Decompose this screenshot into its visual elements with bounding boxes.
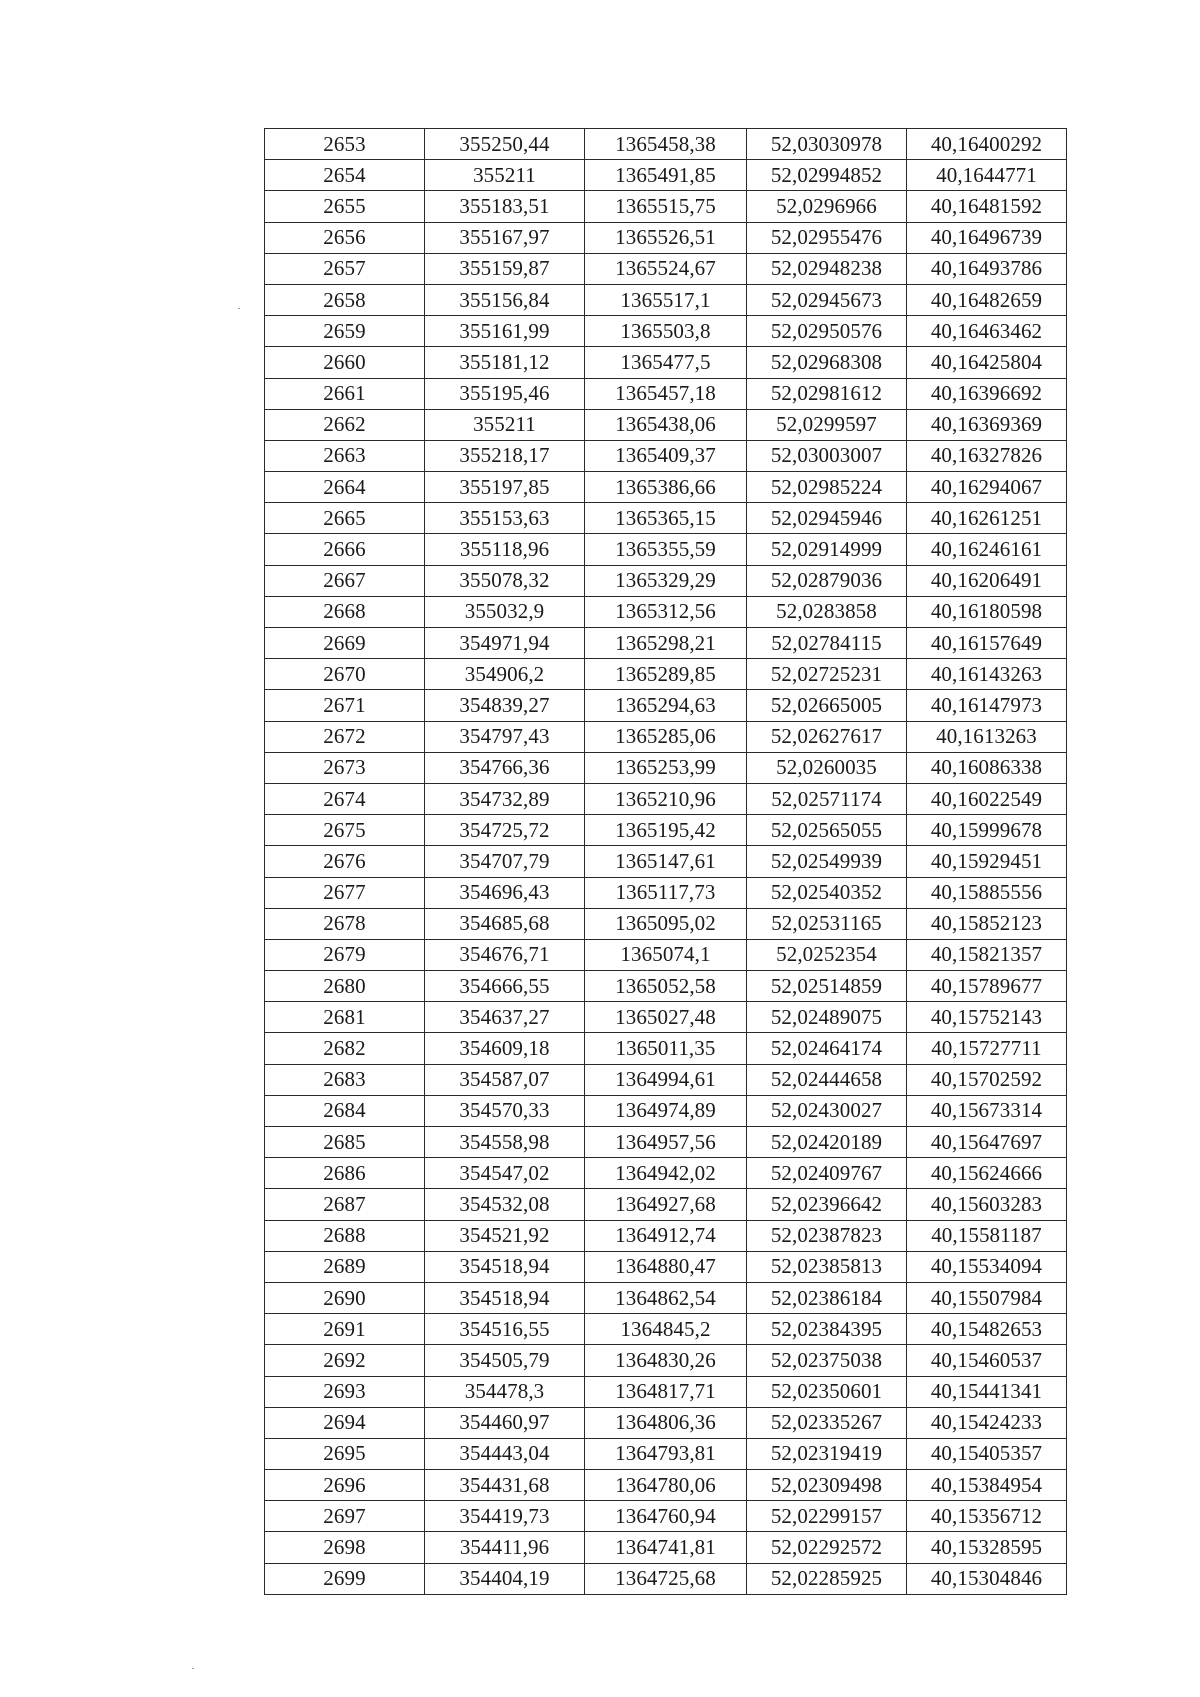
x-coordinate-cell: 354570,33 — [425, 1095, 585, 1126]
scan-speck — [192, 1668, 194, 1669]
longitude-cell: 40,15507984 — [907, 1282, 1067, 1313]
latitude-cell: 52,02444658 — [747, 1064, 907, 1095]
y-coordinate-cell: 1364942,02 — [585, 1158, 747, 1189]
latitude-cell: 52,0252354 — [747, 939, 907, 970]
longitude-cell: 40,15603283 — [907, 1189, 1067, 1220]
x-coordinate-cell: 354532,08 — [425, 1189, 585, 1220]
x-coordinate-cell: 354797,43 — [425, 721, 585, 752]
x-coordinate-cell: 354478,3 — [425, 1376, 585, 1407]
longitude-cell: 40,16143263 — [907, 659, 1067, 690]
point-number-cell: 2690 — [265, 1282, 425, 1313]
table-row — [265, 347, 1067, 378]
latitude-cell: 52,0296966 — [747, 191, 907, 222]
point-number-cell: 2684 — [265, 1095, 425, 1126]
longitude-cell: 40,16180598 — [907, 596, 1067, 627]
x-coordinate-cell: 355167,97 — [425, 222, 585, 253]
point-number-cell: 2677 — [265, 877, 425, 908]
x-coordinate-cell: 354404,19 — [425, 1563, 585, 1594]
point-number-cell: 2671 — [265, 690, 425, 721]
longitude-cell: 40,16157649 — [907, 628, 1067, 659]
point-number-cell: 2654 — [265, 160, 425, 191]
latitude-cell: 52,02350601 — [747, 1376, 907, 1407]
longitude-cell: 40,15424233 — [907, 1407, 1067, 1438]
table-row — [265, 222, 1067, 253]
longitude-cell: 40,16425804 — [907, 347, 1067, 378]
x-coordinate-cell: 354637,27 — [425, 1002, 585, 1033]
y-coordinate-cell: 1364725,68 — [585, 1563, 747, 1594]
y-coordinate-cell: 1365027,48 — [585, 1002, 747, 1033]
table-row — [265, 752, 1067, 783]
x-coordinate-cell: 354587,07 — [425, 1064, 585, 1095]
point-number-cell: 2691 — [265, 1314, 425, 1345]
point-number-cell: 2687 — [265, 1189, 425, 1220]
x-coordinate-cell: 354518,94 — [425, 1282, 585, 1313]
y-coordinate-cell: 1365515,75 — [585, 191, 747, 222]
table-row — [265, 1314, 1067, 1345]
longitude-cell: 40,16246161 — [907, 534, 1067, 565]
point-number-cell: 2661 — [265, 378, 425, 409]
longitude-cell: 40,15821357 — [907, 939, 1067, 970]
y-coordinate-cell: 1364880,47 — [585, 1251, 747, 1282]
y-coordinate-cell: 1364994,61 — [585, 1064, 747, 1095]
longitude-cell: 40,15441341 — [907, 1376, 1067, 1407]
y-coordinate-cell: 1364845,2 — [585, 1314, 747, 1345]
x-coordinate-cell: 354766,36 — [425, 752, 585, 783]
y-coordinate-cell: 1365210,96 — [585, 783, 747, 814]
y-coordinate-cell: 1365195,42 — [585, 815, 747, 846]
y-coordinate-cell: 1365355,59 — [585, 534, 747, 565]
x-coordinate-cell: 354609,18 — [425, 1033, 585, 1064]
point-number-cell: 2694 — [265, 1407, 425, 1438]
latitude-cell: 52,0299597 — [747, 409, 907, 440]
y-coordinate-cell: 1364741,81 — [585, 1532, 747, 1563]
point-number-cell: 2689 — [265, 1251, 425, 1282]
table-row — [265, 815, 1067, 846]
longitude-cell: 40,16369369 — [907, 409, 1067, 440]
y-coordinate-cell: 1364830,26 — [585, 1345, 747, 1376]
point-number-cell: 2698 — [265, 1532, 425, 1563]
table-row — [265, 1064, 1067, 1095]
x-coordinate-cell: 354696,43 — [425, 877, 585, 908]
table-row — [265, 783, 1067, 814]
latitude-cell: 52,02985224 — [747, 472, 907, 503]
table-row — [265, 1282, 1067, 1313]
x-coordinate-cell: 355183,51 — [425, 191, 585, 222]
longitude-cell: 40,16261251 — [907, 503, 1067, 534]
latitude-cell: 52,03003007 — [747, 440, 907, 471]
y-coordinate-cell: 1365312,56 — [585, 596, 747, 627]
point-number-cell: 2668 — [265, 596, 425, 627]
y-coordinate-cell: 1365526,51 — [585, 222, 747, 253]
longitude-cell: 40,15356712 — [907, 1501, 1067, 1532]
longitude-cell: 40,1644771 — [907, 160, 1067, 191]
y-coordinate-cell: 1365524,67 — [585, 253, 747, 284]
latitude-cell: 52,0260035 — [747, 752, 907, 783]
longitude-cell: 40,16400292 — [907, 129, 1067, 160]
x-coordinate-cell: 355078,32 — [425, 565, 585, 596]
x-coordinate-cell: 354558,98 — [425, 1127, 585, 1158]
point-number-cell: 2653 — [265, 129, 425, 160]
longitude-cell: 40,15789677 — [907, 971, 1067, 1002]
table-row — [265, 1127, 1067, 1158]
latitude-cell: 52,02335267 — [747, 1407, 907, 1438]
point-number-cell: 2673 — [265, 752, 425, 783]
latitude-cell: 52,02948238 — [747, 253, 907, 284]
x-coordinate-cell: 354725,72 — [425, 815, 585, 846]
point-number-cell: 2666 — [265, 534, 425, 565]
longitude-cell: 40,15405357 — [907, 1438, 1067, 1469]
latitude-cell: 52,02489075 — [747, 1002, 907, 1033]
table-row — [265, 721, 1067, 752]
table-row — [265, 1220, 1067, 1251]
y-coordinate-cell: 1365438,06 — [585, 409, 747, 440]
latitude-cell: 52,02665005 — [747, 690, 907, 721]
point-number-cell: 2682 — [265, 1033, 425, 1064]
point-number-cell: 2669 — [265, 628, 425, 659]
longitude-cell: 40,15647697 — [907, 1127, 1067, 1158]
table-row — [265, 409, 1067, 440]
x-coordinate-cell: 354516,55 — [425, 1314, 585, 1345]
table-row — [265, 1470, 1067, 1501]
point-number-cell: 2681 — [265, 1002, 425, 1033]
latitude-cell: 52,02385813 — [747, 1251, 907, 1282]
y-coordinate-cell: 1365503,8 — [585, 316, 747, 347]
point-number-cell: 2680 — [265, 971, 425, 1002]
table-row — [265, 846, 1067, 877]
y-coordinate-cell: 1365457,18 — [585, 378, 747, 409]
table-row — [265, 659, 1067, 690]
table-row — [265, 1532, 1067, 1563]
table-row — [265, 1033, 1067, 1064]
table-row — [265, 191, 1067, 222]
point-number-cell: 2679 — [265, 939, 425, 970]
point-number-cell: 2662 — [265, 409, 425, 440]
x-coordinate-cell: 354521,92 — [425, 1220, 585, 1251]
latitude-cell: 52,02879036 — [747, 565, 907, 596]
longitude-cell: 40,15999678 — [907, 815, 1067, 846]
y-coordinate-cell: 1365458,38 — [585, 129, 747, 160]
x-coordinate-cell: 354547,02 — [425, 1158, 585, 1189]
latitude-cell: 52,02319419 — [747, 1438, 907, 1469]
y-coordinate-cell: 1365011,35 — [585, 1033, 747, 1064]
coordinates-table-body — [265, 129, 1067, 1595]
x-coordinate-cell: 355159,87 — [425, 253, 585, 284]
point-number-cell: 2670 — [265, 659, 425, 690]
point-number-cell: 2686 — [265, 1158, 425, 1189]
table-row — [265, 1189, 1067, 1220]
longitude-cell: 40,15482653 — [907, 1314, 1067, 1345]
point-number-cell: 2693 — [265, 1376, 425, 1407]
latitude-cell: 52,02285925 — [747, 1563, 907, 1594]
point-number-cell: 2676 — [265, 846, 425, 877]
longitude-cell: 40,16294067 — [907, 472, 1067, 503]
y-coordinate-cell: 1364957,56 — [585, 1127, 747, 1158]
y-coordinate-cell: 1364817,71 — [585, 1376, 747, 1407]
y-coordinate-cell: 1364927,68 — [585, 1189, 747, 1220]
scan-speck — [238, 308, 240, 309]
y-coordinate-cell: 1365517,1 — [585, 284, 747, 315]
latitude-cell: 52,02531165 — [747, 908, 907, 939]
longitude-cell: 40,16482659 — [907, 284, 1067, 315]
y-coordinate-cell: 1364806,36 — [585, 1407, 747, 1438]
longitude-cell: 40,15885556 — [907, 877, 1067, 908]
longitude-cell: 40,16493786 — [907, 253, 1067, 284]
latitude-cell: 52,02396642 — [747, 1189, 907, 1220]
table-row — [265, 316, 1067, 347]
x-coordinate-cell: 355032,9 — [425, 596, 585, 627]
table-row — [265, 472, 1067, 503]
longitude-cell: 40,15929451 — [907, 846, 1067, 877]
latitude-cell: 52,02430027 — [747, 1095, 907, 1126]
y-coordinate-cell: 1365491,85 — [585, 160, 747, 191]
longitude-cell: 40,15673314 — [907, 1095, 1067, 1126]
latitude-cell: 52,02309498 — [747, 1470, 907, 1501]
x-coordinate-cell: 354732,89 — [425, 783, 585, 814]
point-number-cell: 2663 — [265, 440, 425, 471]
table-row — [265, 565, 1067, 596]
y-coordinate-cell: 1365289,85 — [585, 659, 747, 690]
y-coordinate-cell: 1365117,73 — [585, 877, 747, 908]
table-row — [265, 628, 1067, 659]
table-row — [265, 160, 1067, 191]
latitude-cell: 52,02299157 — [747, 1501, 907, 1532]
y-coordinate-cell: 1365253,99 — [585, 752, 747, 783]
table-row — [265, 253, 1067, 284]
latitude-cell: 52,02565055 — [747, 815, 907, 846]
y-coordinate-cell: 1365294,63 — [585, 690, 747, 721]
latitude-cell: 52,02945946 — [747, 503, 907, 534]
latitude-cell: 52,02386184 — [747, 1282, 907, 1313]
longitude-cell: 40,15384954 — [907, 1470, 1067, 1501]
x-coordinate-cell: 355218,17 — [425, 440, 585, 471]
longitude-cell: 40,16327826 — [907, 440, 1067, 471]
longitude-cell: 40,16396692 — [907, 378, 1067, 409]
y-coordinate-cell: 1364793,81 — [585, 1438, 747, 1469]
longitude-cell: 40,16022549 — [907, 783, 1067, 814]
table-row — [265, 690, 1067, 721]
x-coordinate-cell: 354676,71 — [425, 939, 585, 970]
latitude-cell: 52,02994852 — [747, 160, 907, 191]
latitude-cell: 52,02549939 — [747, 846, 907, 877]
x-coordinate-cell: 355197,85 — [425, 472, 585, 503]
longitude-cell: 40,1613263 — [907, 721, 1067, 752]
y-coordinate-cell: 1365409,37 — [585, 440, 747, 471]
table-row — [265, 1501, 1067, 1532]
latitude-cell: 52,02627617 — [747, 721, 907, 752]
table-row — [265, 534, 1067, 565]
x-coordinate-cell: 355161,99 — [425, 316, 585, 347]
latitude-cell: 52,02968308 — [747, 347, 907, 378]
point-number-cell: 2672 — [265, 721, 425, 752]
latitude-cell: 52,02420189 — [747, 1127, 907, 1158]
point-number-cell: 2667 — [265, 565, 425, 596]
x-coordinate-cell: 354906,2 — [425, 659, 585, 690]
table-row — [265, 596, 1067, 627]
y-coordinate-cell: 1365052,58 — [585, 971, 747, 1002]
point-number-cell: 2675 — [265, 815, 425, 846]
x-coordinate-cell: 355156,84 — [425, 284, 585, 315]
latitude-cell: 52,02387823 — [747, 1220, 907, 1251]
table-row — [265, 503, 1067, 534]
x-coordinate-cell: 354460,97 — [425, 1407, 585, 1438]
latitude-cell: 52,02571174 — [747, 783, 907, 814]
latitude-cell: 52,02784115 — [747, 628, 907, 659]
table-row — [265, 1095, 1067, 1126]
latitude-cell: 52,02409767 — [747, 1158, 907, 1189]
x-coordinate-cell: 354971,94 — [425, 628, 585, 659]
longitude-cell: 40,16147973 — [907, 690, 1067, 721]
y-coordinate-cell: 1365365,15 — [585, 503, 747, 534]
longitude-cell: 40,15534094 — [907, 1251, 1067, 1282]
table-row — [265, 1376, 1067, 1407]
point-number-cell: 2657 — [265, 253, 425, 284]
latitude-cell: 52,02540352 — [747, 877, 907, 908]
longitude-cell: 40,15752143 — [907, 1002, 1067, 1033]
latitude-cell: 52,02725231 — [747, 659, 907, 690]
x-coordinate-cell: 355211 — [425, 409, 585, 440]
table-row — [265, 1345, 1067, 1376]
y-coordinate-cell: 1365095,02 — [585, 908, 747, 939]
longitude-cell: 40,15702592 — [907, 1064, 1067, 1095]
table-row — [265, 971, 1067, 1002]
longitude-cell: 40,16496739 — [907, 222, 1067, 253]
longitude-cell: 40,16463462 — [907, 316, 1067, 347]
latitude-cell: 52,02945673 — [747, 284, 907, 315]
x-coordinate-cell: 355211 — [425, 160, 585, 191]
latitude-cell: 52,02914999 — [747, 534, 907, 565]
x-coordinate-cell: 355195,46 — [425, 378, 585, 409]
latitude-cell: 52,02375038 — [747, 1345, 907, 1376]
table-row — [265, 908, 1067, 939]
y-coordinate-cell: 1364862,54 — [585, 1282, 747, 1313]
y-coordinate-cell: 1365477,5 — [585, 347, 747, 378]
point-number-cell: 2665 — [265, 503, 425, 534]
y-coordinate-cell: 1365329,29 — [585, 565, 747, 596]
x-coordinate-cell: 355250,44 — [425, 129, 585, 160]
longitude-cell: 40,16086338 — [907, 752, 1067, 783]
latitude-cell: 52,02514859 — [747, 971, 907, 1002]
table-row — [265, 939, 1067, 970]
latitude-cell: 52,03030978 — [747, 129, 907, 160]
point-number-cell: 2660 — [265, 347, 425, 378]
table-row — [265, 1407, 1067, 1438]
point-number-cell: 2685 — [265, 1127, 425, 1158]
point-number-cell: 2699 — [265, 1563, 425, 1594]
longitude-cell: 40,15727711 — [907, 1033, 1067, 1064]
point-number-cell: 2655 — [265, 191, 425, 222]
latitude-cell: 52,02950576 — [747, 316, 907, 347]
point-number-cell: 2656 — [265, 222, 425, 253]
y-coordinate-cell: 1364912,74 — [585, 1220, 747, 1251]
table-row — [265, 1438, 1067, 1469]
point-number-cell: 2695 — [265, 1438, 425, 1469]
x-coordinate-cell: 354839,27 — [425, 690, 585, 721]
table-row — [265, 440, 1067, 471]
x-coordinate-cell: 354666,55 — [425, 971, 585, 1002]
y-coordinate-cell: 1364974,89 — [585, 1095, 747, 1126]
longitude-cell: 40,15581187 — [907, 1220, 1067, 1251]
x-coordinate-cell: 355181,12 — [425, 347, 585, 378]
longitude-cell: 40,15852123 — [907, 908, 1067, 939]
point-number-cell: 2658 — [265, 284, 425, 315]
x-coordinate-cell: 354431,68 — [425, 1470, 585, 1501]
table-row — [265, 877, 1067, 908]
y-coordinate-cell: 1364780,06 — [585, 1470, 747, 1501]
table-row — [265, 1563, 1067, 1594]
longitude-cell: 40,15328595 — [907, 1532, 1067, 1563]
table-row — [265, 284, 1067, 315]
latitude-cell: 52,02292572 — [747, 1532, 907, 1563]
point-number-cell: 2692 — [265, 1345, 425, 1376]
latitude-cell: 52,02981612 — [747, 378, 907, 409]
point-number-cell: 2683 — [265, 1064, 425, 1095]
y-coordinate-cell: 1364760,94 — [585, 1501, 747, 1532]
latitude-cell: 52,02384395 — [747, 1314, 907, 1345]
latitude-cell: 52,0283858 — [747, 596, 907, 627]
latitude-cell: 52,02464174 — [747, 1033, 907, 1064]
y-coordinate-cell: 1365298,21 — [585, 628, 747, 659]
longitude-cell: 40,15460537 — [907, 1345, 1067, 1376]
y-coordinate-cell: 1365147,61 — [585, 846, 747, 877]
point-number-cell: 2659 — [265, 316, 425, 347]
longitude-cell: 40,16206491 — [907, 565, 1067, 596]
table-row — [265, 1251, 1067, 1282]
table-row — [265, 1002, 1067, 1033]
y-coordinate-cell: 1365074,1 — [585, 939, 747, 970]
x-coordinate-cell: 354411,96 — [425, 1532, 585, 1563]
x-coordinate-cell: 354419,73 — [425, 1501, 585, 1532]
coordinates-table — [264, 128, 1067, 1595]
longitude-cell: 40,16481592 — [907, 191, 1067, 222]
longitude-cell: 40,15624666 — [907, 1158, 1067, 1189]
x-coordinate-cell: 354685,68 — [425, 908, 585, 939]
point-number-cell: 2674 — [265, 783, 425, 814]
table-row — [265, 378, 1067, 409]
x-coordinate-cell: 354443,04 — [425, 1438, 585, 1469]
longitude-cell: 40,15304846 — [907, 1563, 1067, 1594]
table-row — [265, 129, 1067, 160]
y-coordinate-cell: 1365386,66 — [585, 472, 747, 503]
table-row — [265, 1158, 1067, 1189]
x-coordinate-cell: 354518,94 — [425, 1251, 585, 1282]
x-coordinate-cell: 354505,79 — [425, 1345, 585, 1376]
point-number-cell: 2697 — [265, 1501, 425, 1532]
point-number-cell: 2696 — [265, 1470, 425, 1501]
y-coordinate-cell: 1365285,06 — [585, 721, 747, 752]
point-number-cell: 2664 — [265, 472, 425, 503]
x-coordinate-cell: 355118,96 — [425, 534, 585, 565]
latitude-cell: 52,02955476 — [747, 222, 907, 253]
point-number-cell: 2678 — [265, 908, 425, 939]
x-coordinate-cell: 354707,79 — [425, 846, 585, 877]
point-number-cell: 2688 — [265, 1220, 425, 1251]
x-coordinate-cell: 355153,63 — [425, 503, 585, 534]
